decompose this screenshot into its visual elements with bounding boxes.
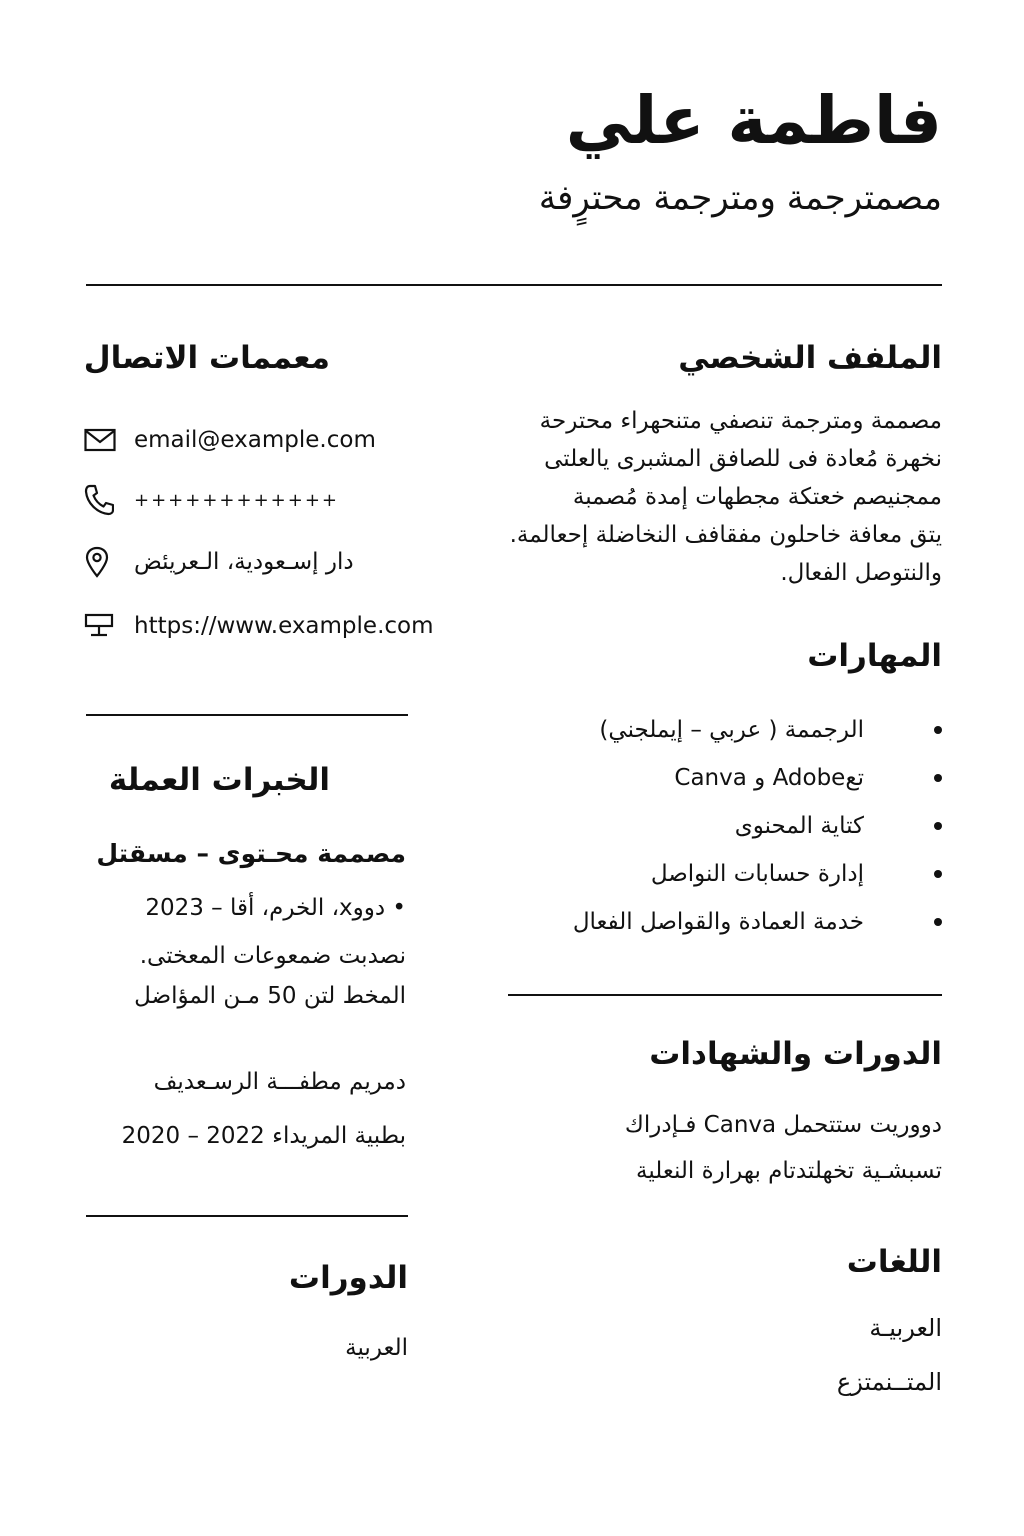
contact-heading: معممات الاتصال xyxy=(83,340,330,376)
education-line: دمريم مطفـــة الرسـعديف xyxy=(153,1069,406,1095)
contact-website[interactable]: https://www.example.com xyxy=(134,613,434,639)
contact-email-row[interactable] xyxy=(84,420,376,460)
skill-item: إدارة حسابات النواصل xyxy=(482,850,942,898)
contact-phone[interactable]: ++++++++++++ xyxy=(134,489,339,511)
skill-item: الرجممة ( عربي – إيملجني) xyxy=(482,706,942,754)
phone-icon xyxy=(84,483,118,517)
contact-location-row xyxy=(84,542,354,582)
certification-line: دووريت ستتحمل Canva فـإدراك xyxy=(624,1112,942,1138)
skill-item: تعAdobe و Canva xyxy=(482,754,942,802)
profile-text xyxy=(462,402,942,592)
language-item: العربيـة xyxy=(869,1314,942,1342)
education-date: بطبية المريداء 2022 – 2020 xyxy=(121,1123,406,1149)
experience-role: مصممة محـتوى – مسقتل xyxy=(96,839,406,868)
certifications-text xyxy=(625,1102,942,1194)
contact-website-row[interactable] xyxy=(84,606,434,646)
website-icon xyxy=(84,609,118,643)
header-divider xyxy=(86,284,942,286)
profile-line: يتق معافة خاحلون مفقافف النخاضلة إحعالمة. xyxy=(509,522,942,548)
skills-heading: المهارات xyxy=(807,638,942,674)
experience-line: نصدبت ضمعوعات المعختى. xyxy=(139,943,406,969)
courses-heading: الدورات xyxy=(288,1260,408,1296)
skills-divider xyxy=(508,994,942,996)
certification-line: تسبشـية تخهلتدتام بهرارة النعلية xyxy=(635,1158,942,1184)
languages-heading: اللغات xyxy=(846,1244,942,1280)
experience-heading: الخبرات العملة xyxy=(108,762,330,798)
languages-list xyxy=(837,1306,942,1414)
courses-item: العربية xyxy=(345,1335,408,1361)
contact-location: دار إسـعودية، الـعريئض xyxy=(134,549,354,575)
skill-item: خدمة العمادة والقواصل الفعال xyxy=(482,898,942,946)
skills-list xyxy=(482,706,942,946)
certifications-heading: الدورات والشهادات xyxy=(649,1036,942,1072)
profile-line: نخهرة مُعادة فى للصافق المشبرى يالعلتى xyxy=(544,446,942,472)
envelope-icon xyxy=(84,423,118,457)
map-pin-icon xyxy=(84,545,118,579)
contact-phone-row[interactable] xyxy=(84,480,339,520)
skill-item: كتاية المحنوى xyxy=(482,802,942,850)
profile-line: مصممة ومترجمة تنصفي متنحهراء محترحة xyxy=(539,408,942,434)
contact-divider xyxy=(86,714,408,716)
job-title: مصمترجمة ومترجمة محترٍفة xyxy=(538,178,942,218)
contact-email[interactable]: email@example.com xyxy=(134,427,376,453)
experience-bullet: • دووx، الخرم، أقا – 2023 xyxy=(145,895,406,921)
experience-line: المخط لتن 50 مـن المؤاضل xyxy=(134,983,406,1009)
profile-heading: الملفف الشخصي xyxy=(678,340,942,376)
profile-line: والنتوصل الفعال. xyxy=(780,560,942,586)
experience-divider xyxy=(86,1215,408,1217)
language-item: المتــنمتزع xyxy=(836,1368,942,1396)
profile-line: ممجنيصم خعتكة مجطهات إمدة مُصمبة xyxy=(572,484,942,510)
full-name: فاطمة علي xyxy=(565,82,942,159)
